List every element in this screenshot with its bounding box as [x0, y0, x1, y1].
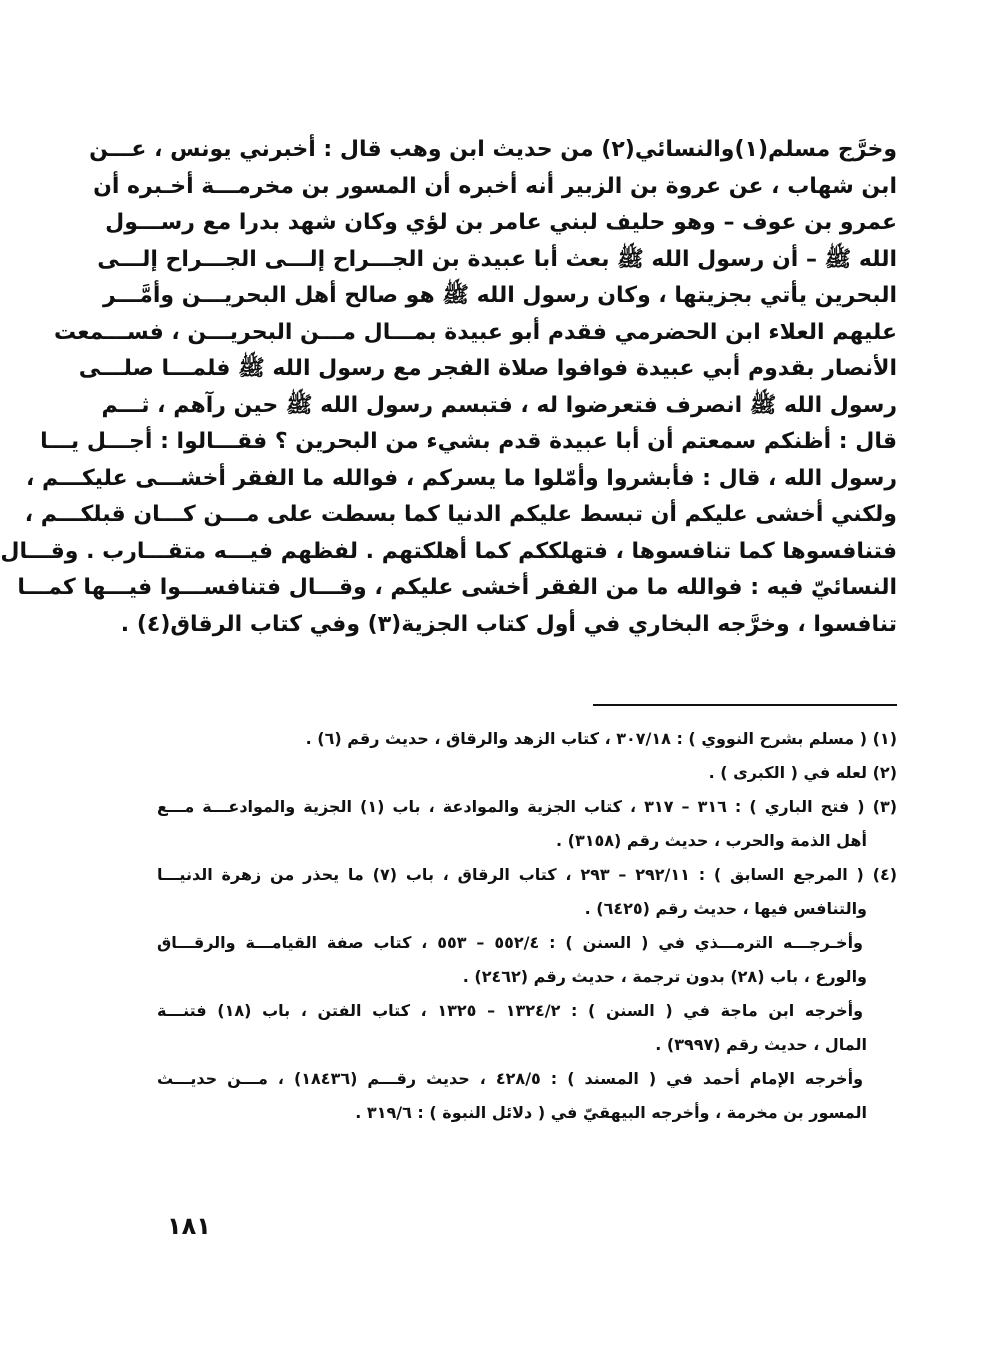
- main-line: رسول الله ﷺ انصرف فتعرضوا له ، فتبسم رسول الله ﷺ حين رآهم ، ثـــم: [101, 392, 897, 418]
- footnote-line: والتنافس فيها ، حديث رقم (٦٤٢٥) .: [584, 899, 867, 918]
- footnote-line: المال ، حديث رقم (٣٩٩٧) .: [655, 1035, 867, 1054]
- main-line: البحرين يأتي بجزيتها ، وكان رسول الله ﷺ هو صالح أهل البحريـــن وأمَّـــر: [102, 283, 897, 308]
- main-line: ابن شهاب ، عن عروة بن الزبير أنه أخبره أن المسور بن مخرمـــة أخـبره أن: [93, 173, 897, 199]
- main-line: رسول الله ، قال : فأبشروا وأمّلوا ما يسركم ، فوالله ما الفقر أخشـــى عليكـــم ،: [26, 465, 897, 491]
- footnote-4: [157, 858, 897, 926]
- footnote-3: [157, 790, 897, 858]
- page-number: ١٨١: [167, 1212, 211, 1240]
- footnote-line: (١) ( مسلم بشرح النووي ) : ٣٠٧/١٨ ، كتاب الزهد والرقاق ، حديث رقم (٦) .: [305, 729, 897, 748]
- main-line: ولكني أخشى عليكم أن تبسط عليكم الدنيا كما بسطت على مـــن كـــان قبلكـــم ،: [24, 502, 897, 527]
- main-line: وخرَّج مسلم(١)والنسائي(٢) من حديث ابن وهب قال : أخبرني يونس ، عـــن: [89, 137, 897, 162]
- footnote-line: (٤) ( المرجع السابق ) : ٢٩٢/١١ – ٢٩٣ ، كتاب الرقاق ، باب (٧) ما يحذر من زهرة الدنيـــا: [157, 865, 898, 884]
- main-line: الأنصار بقدوم أبي عبيدة فوافوا صلاة الفجر مع رسول الله ﷺ فلمـــا صلـــى: [78, 356, 897, 381]
- main-line: النسائيّ فيه : فوالله ما من الفقر أخشى عليكم ، وقـــال فتنافســـوا فيـــها كمـــا: [17, 575, 897, 600]
- footnotes: [157, 722, 897, 1130]
- footnote-line: والورع ، باب (٢٨) بدون ترجمة ، حديث رقم (٢٤٦٢) .: [462, 967, 867, 986]
- main-line: الله ﷺ – أن رسول الله ﷺ بعث أبا عبيدة بن الجـــراح إلـــى الجـــراح إلـــى: [97, 246, 897, 272]
- footnote-4-ibn-majah: [157, 994, 897, 1062]
- footnote-line: المسور بن مخرمة ، وأخرجه البيهقيّ في ( دلائل النبوة ) : ٣١٩/٦ .: [355, 1103, 867, 1122]
- footnote-line: وأخـرجـــه الترمـــذي في ( السنن ) : ٥٥٢/٤ – ٥٥٣ ، كتاب صفة القيامـــة والرقـــاق: [157, 933, 863, 952]
- footnote-line: (٢) لعله في ( الكبرى ) .: [708, 763, 897, 782]
- main-line: عليهم العلاء ابن الحضرمي فقدم أبو عبيدة بمـــال مـــن البحريـــن ، فســـمعت: [53, 319, 897, 345]
- main-line: فتنافسوها كما تنافسوها ، فتهلككم كما أهلكتهم . لفظهم فيـــه متقـــارب . وقـــال: [0, 538, 897, 564]
- footnote-1: [157, 722, 897, 756]
- footnote-line: أهل الذمة والحرب ، حديث رقم (٣١٥٨) .: [556, 831, 867, 850]
- footnote-2: [157, 756, 897, 790]
- footnote-4-tirmidhi: [157, 926, 897, 994]
- footnote-line: (٣) ( فتح الباري ) : ٣١٦ – ٣١٧ ، كتاب الجزية والموادعة ، باب (١) الجزية والموادعـــة مـــع: [157, 797, 898, 816]
- footnote-line: وأخرجه الإمام أحمد في ( المسند ) : ٤٢٨/٥ ، حديث رقـــم (١٨٤٣٦) ، مـــن حديـــث: [157, 1069, 864, 1088]
- main-line: عمرو بن عوف – وهو حليف لبني عامر بن لؤي وكان شهد بدرا مع رســـول: [105, 210, 897, 235]
- footnote-line: وأخرجه ابن ماجة في ( السنن ) : ١٣٢٤/٢ – ١٣٢٥ ، كتاب الفتن ، باب (١٨) فتنـــة: [157, 1001, 864, 1020]
- footnote-4-ahmad: [157, 1062, 897, 1130]
- main-paragraph: [0, 132, 897, 643]
- main-line: تنافسوا ، وخرَّجه البخاري في أول كتاب الجزية(٣) وفي كتاب الرقاق(٤) .: [120, 611, 897, 637]
- footnote-separator: [593, 704, 897, 706]
- main-line: قال : أظنكم سمعتم أن أبا عبيدة قدم بشيء من البحرين ؟ فقـــالوا : أجـــل يـــا: [40, 429, 897, 454]
